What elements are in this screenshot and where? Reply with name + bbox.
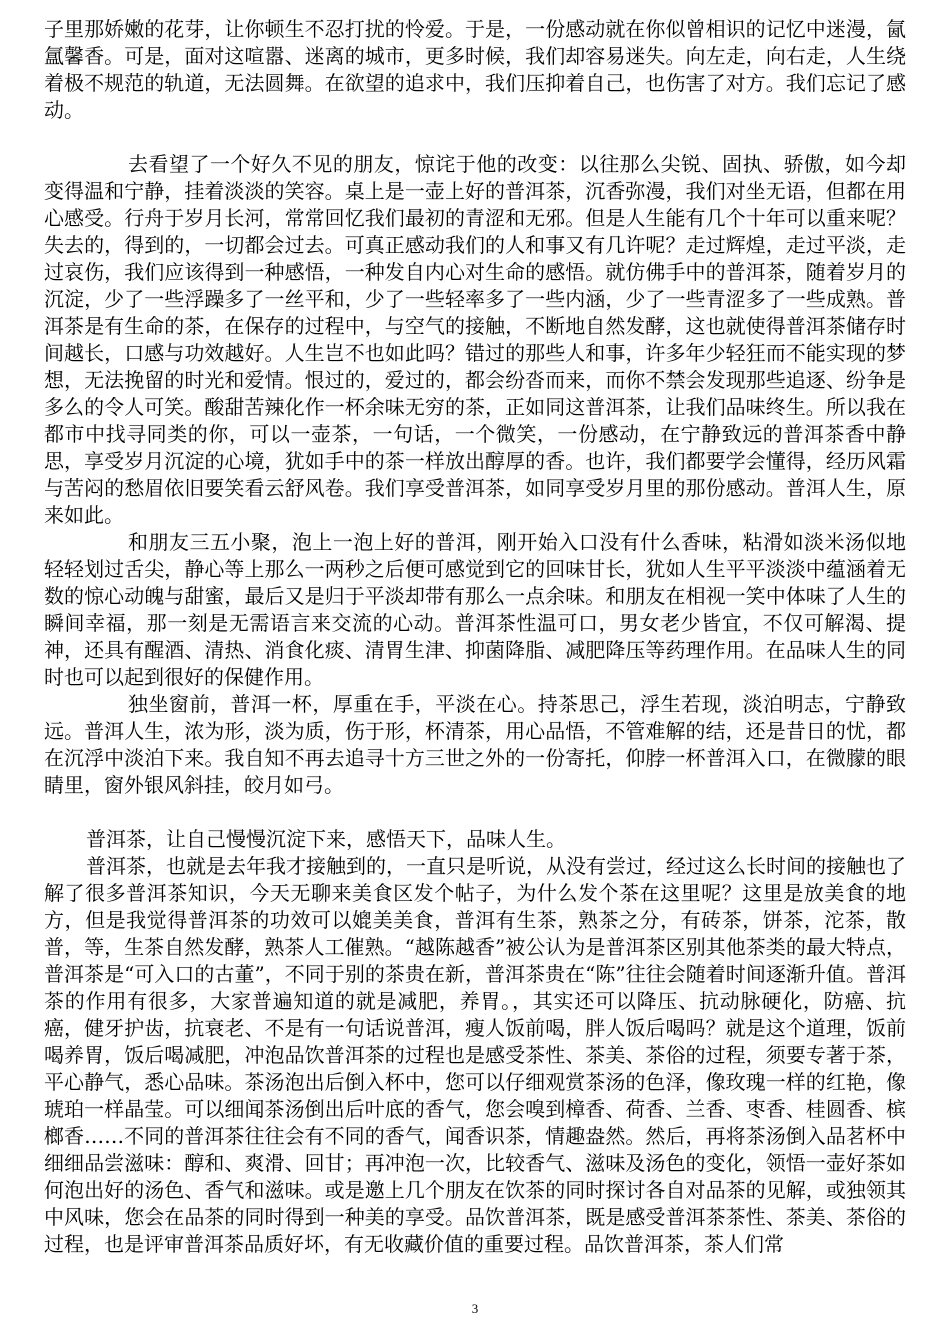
document-body (44, 16, 906, 1258)
paragraph-spacer (44, 799, 906, 826)
paragraph-continuation: 子里那娇嫩的花芽，让你顿生不忍打扰的怜爱。于是，一份感动就在你似曾相识的记忆中迷漫，氤氲馨香。可是，面对这喧嚣、迷离的城市，更多时候，我们却容易迷失。向左走，向右走，人生绕着极不规范的轨道，无法圆舞。在欲望的追求中，我们压抑着自己，也伤害了对方。我们忘记了感动。 (44, 17, 906, 122)
paragraph-tagline: 普洱茶，让自己慢慢沉淀下来，感悟天下，品味人生。 (86, 827, 566, 851)
paragraph-sitting-by-window: 独坐窗前，普洱一杯，厚重在手，平淡在心。持茶思己，浮生若现，淡泊明志，宁静致远。普洱人生，浓为形，淡为质，伤于形，杯清茶，用心品悟，不管难解的结，还是昔日的忧，都在沉浮中淡泊下来。我自知不再去追寻十方三世之外的一份寄托，仰脖一杯普洱入口，在微朦的眼睛里，窗外银风斜挂，皎月如弓。 (44, 692, 906, 797)
paragraph-puer-knowledge: 普洱茶，也就是去年我才接触到的，一直只是听说，从没有尝过，经过这么长时间的接触也了解了很多普洱茶知识，今天无聊来美食区发个帖子，为什么发个茶在这里呢？这里是放美食的地方，但是我觉得普洱茶的功效可以媲美美食，普洱有生茶，熟茶之分，有砖茶，饼茶，沱茶，散普，等，生茶自然发酵，熟茶人工催熟。“越陈越香”被公认为是普洱茶区别其他茶类的最大特点，普洱茶是“可入口的古董”，不同于别的茶贵在新，普洱茶贵在“陈”往往会随着时间逐渐升值。普洱茶的作用有很多，大家普遍知道的就是减肥，养胃。，其实还可以降压、抗动脉硬化，防癌、抗癌，健牙护齿，抗衰老、不是有一句话说普洱，瘦人饭前喝，胖人饭后喝吗？就是这个道理，饭前喝养胃，饭后喝减肥，冲泡品饮普洱茶的过程也是感受茶性、茶美、茶俗的过程，须要专著于茶，平心静气，悉心品味。茶汤泡出后倒入杯中，您可以仔细观赏茶汤的色泽，像玫瑰一样的红艳，像琥珀一样晶莹。可以细闻茶汤倒出后叶底的香气，您会嗅到樟香、荷香、兰香、枣香、桂圆香、槟榔香……不同的普洱茶往往会有不同的香气，闻香识茶，情趣盎然。然后，再将茶汤倒入品茗杯中细细品尝滋味：醇和、爽滑、回甘；再冲泡一次，比较香气、滋味及汤色的变化，领悟一壶好茶如何泡出好的汤色、香气和滋味。或是邀上几个朋友在饮茶的同时探讨各自对品茶的见解，或独领其中风味，您会在品茶的同时得到一种美的享受。品饮普洱茶，既是感受普洱茶茶性、茶美、茶俗的过程，也是评审普洱茶品质好坏，有无收藏价值的重要过程。品饮普洱茶，茶人们常 (44, 854, 906, 1256)
paragraph-spacer (44, 124, 906, 151)
paragraph-friends-gathering: 和朋友三五小聚，泡上一泡上好的普洱，刚开始入口没有什么香味，粘滑如淡米汤似地轻轻划过舌尖，静心等上那么一两秒之后便可感觉到它的回味甘长，犹如人生平平淡淡中蕴涵着无数的惊心动魄与甜蜜，最后又是归于平淡却带有那么一点余味。和朋友在相视一笑中体味了人生的瞬间幸福，那一刻是无需语言来交流的心动。普洱茶性温可口，男女老少皆宜，不仅可解渴、提神，还具有醒酒、清热、消食化痰、清胃生津、抑菌降脂、减肥降压等药理作用。在品味人生的同时也可以起到很好的保健作用。 (44, 530, 906, 689)
paragraph-friend-visit: 去看望了一个好久不见的朋友，惊诧于他的改变：以往那么尖锐、固执、骄傲，如今却变得温和宁静，挂着淡淡的笑容。桌上是一壶上好的普洱茶，沉香弥漫，我们对坐无语，但都在用心感受。行舟于岁月长河，常常回忆我们最初的青涩和无邪。但是人生能有几个十年可以重来呢？失去的，得到的，一切都会过去。可真正感动我们的人和事又有几许呢？走过辉煌，走过平淡，走过哀伤，我们应该得到一种感悟，一种发自内心对生命的感悟。就仿佛手中的普洱茶，随着岁月的沉淀，少了一些浮躁多了一丝平和，少了一些轻率多了一些内涵，少了一些青涩多了一些成熟。普洱茶是有生命的茶，在保存的过程中，与空气的接触，不断地自然发酵，这也就使得普洱茶储存时间越长，口感与功效越好。人生岂不也如此吗？错过的那些人和事，许多年少轻狂而不能实现的梦想，无法挽留的时光和爱情。恨过的，爱过的，都会纷沓而来，而你不禁会发现那些追逐、纷争是多么的令人可笑。酸甜苦辣化作一杯余味无穷的茶，正如同这普洱茶，让我们品味终生。所以我在都市中找寻同类的你，可以一壶茶，一句话，一个微笑，一份感动，在宁静致远的普洱茶香中静思，享受岁月沉淀的心境，犹如手中的茶一样放出醇厚的香。也许，我们都要学会懂得，经历风霜与苦闷的愁眉依旧要笑看云舒风卷。我们享受普洱茶，如同享受岁月里的那份感动。普洱人生，原来如此。 (44, 152, 906, 527)
page-number: 3 (471, 1301, 479, 1316)
